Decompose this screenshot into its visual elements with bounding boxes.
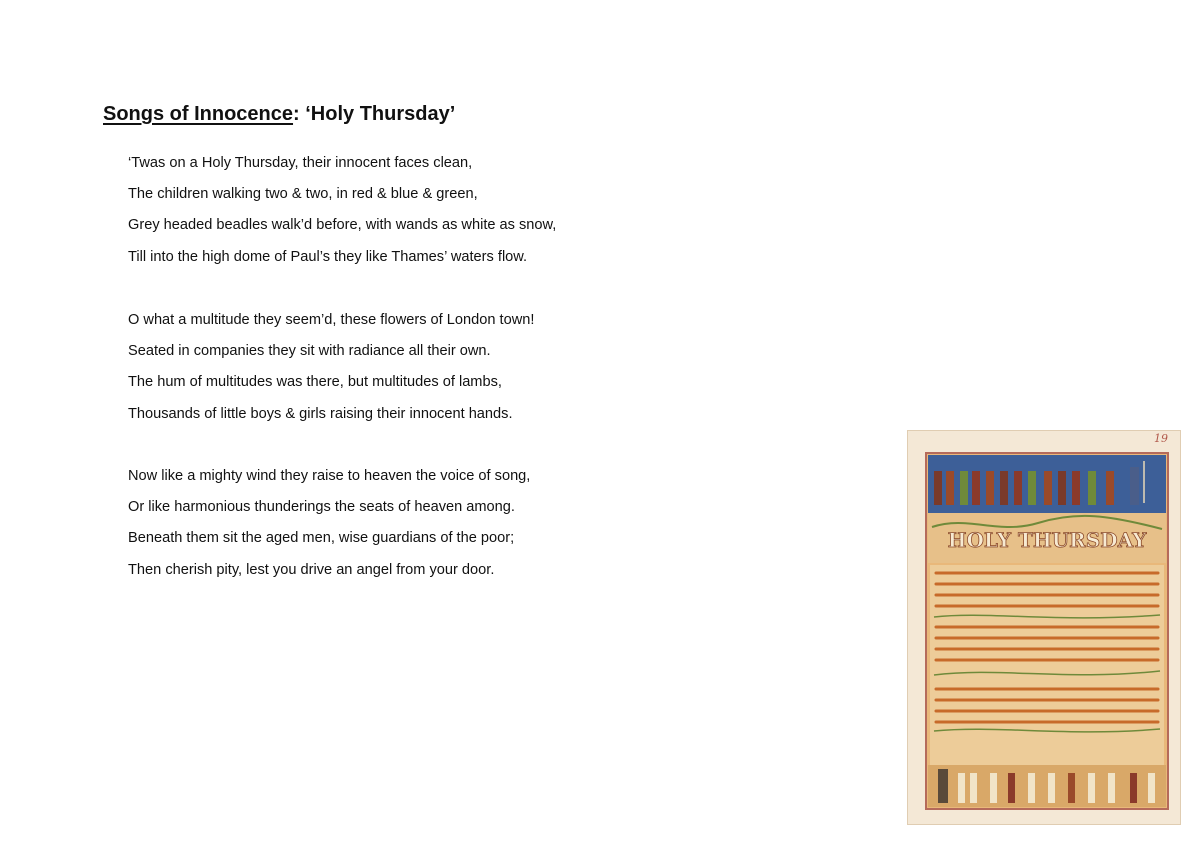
poem-title: ‘Holy Thursday’ [305,103,456,125]
stanza-1 [128,152,556,277]
stanza-3 [128,465,530,590]
poem-line: Thousands of little boys & girls raising their innocent hands. [128,405,513,422]
page-title [103,103,455,126]
poem-line: The children walking two & two, in red & blue & green, [128,186,478,203]
poem-line: O what a multitude they seem’d, these flowers of London town! [128,312,535,328]
plate-text-lines [936,573,1158,722]
poem-line: Then cherish pity, lest you drive an angel from your door. [128,561,495,578]
stanza-2 [128,309,534,434]
plate-illustration [908,431,1182,826]
poem-line: Grey headed beadles walk’d before, with wands as white as snow, [128,217,557,234]
poem-line: Now like a mighty wind they raise to heaven the voice of song, [128,468,531,484]
plate-heading: HOLY THURSDAY [947,528,1147,552]
poem-line: Seated in companies they sit with radiance all their own. [128,343,491,360]
poem-line: The hum of multitudes was there, but multitudes of lambs, [128,374,502,391]
poem-line: ‘Twas on a Holy Thursday, their innocent faces clean, [128,155,473,171]
poem-line: Beneath them sit the aged men, wise guardians of the poor; [128,530,515,547]
title-separator: : [293,103,306,125]
poem-line: Till into the high dome of Paul’s they like Thames’ waters flow. [128,248,528,265]
collection-title: Songs of Innocence [103,103,294,125]
poem-line: Or like harmonious thunderings the seats of heaven among. [128,499,515,516]
plate-number: 19 [1154,432,1168,445]
illuminated-plate-image [907,430,1181,825]
